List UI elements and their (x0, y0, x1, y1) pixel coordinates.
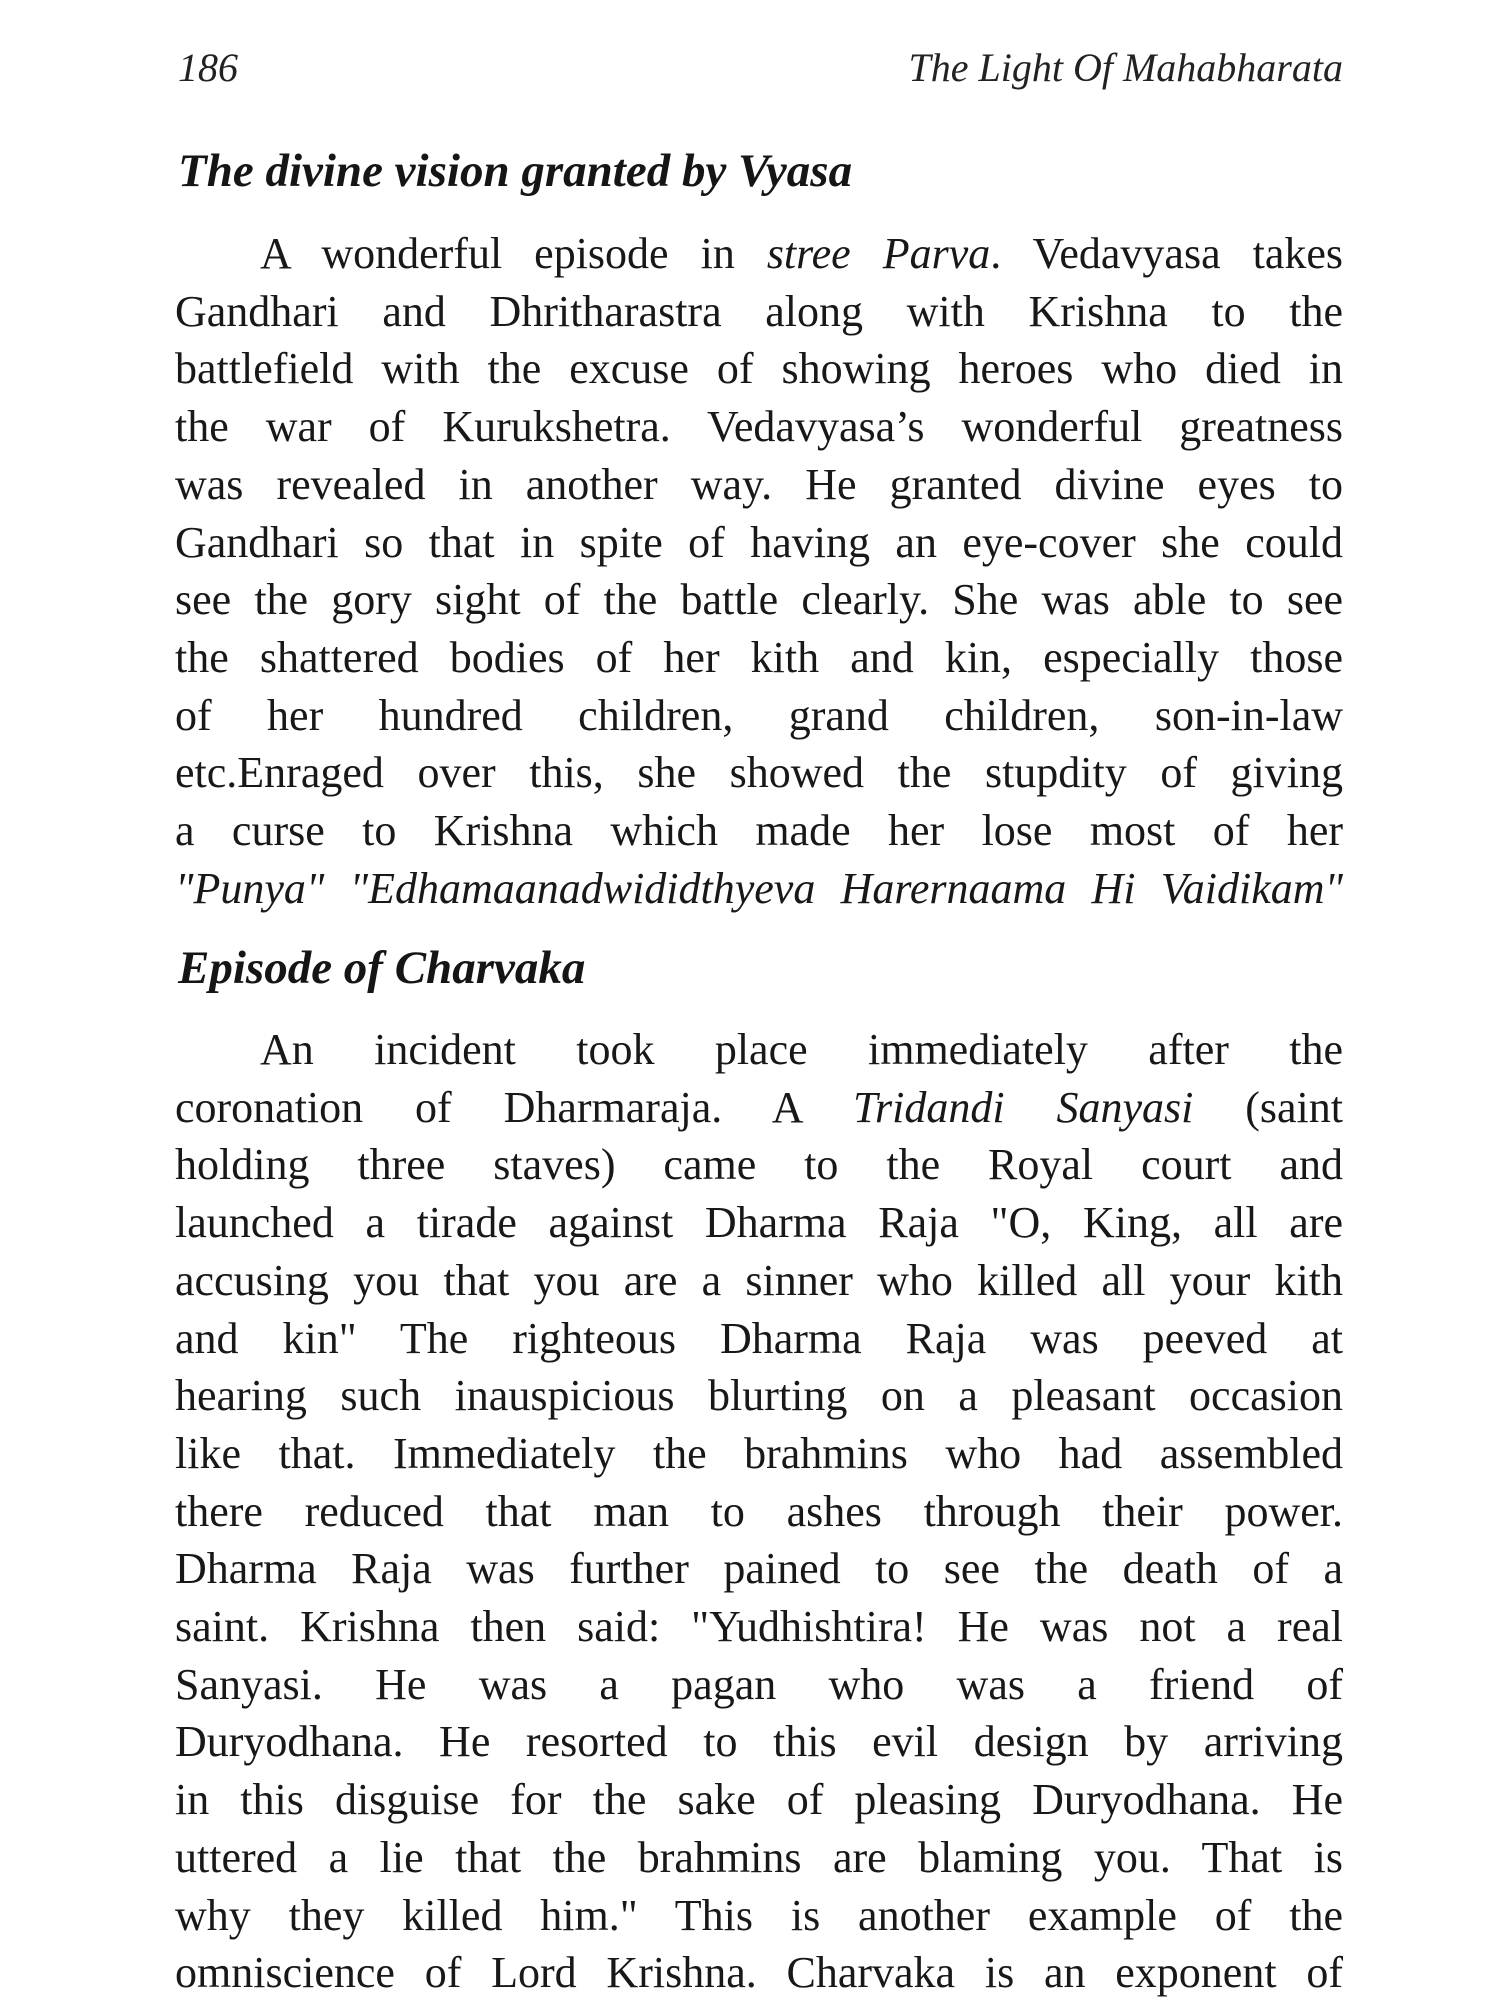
text-line (175, 1310, 1343, 1368)
text-line (175, 1829, 1343, 1887)
text-line (175, 1079, 1343, 1137)
text-run: see the gory sight of the battle clearly. She was able to see (175, 575, 1343, 625)
text-run: in this disguise for the sake of pleasing Duryodhana. He (175, 1775, 1343, 1825)
text-line (175, 629, 1343, 687)
text-run: uttered a lie that the brahmins are blaming you. That is (175, 1832, 1343, 1882)
text-run: Sanyasi. He was a pagan who was a friend of (175, 1659, 1343, 1709)
text-line (175, 1252, 1343, 1310)
text-run: . Vedavyasa takes (990, 229, 1343, 278)
text-line (175, 744, 1343, 802)
text-run: accusing you that you are a sinner who killed all your kith (175, 1255, 1343, 1305)
text-line (175, 283, 1343, 341)
text-line (175, 571, 1343, 629)
text-line (175, 1136, 1343, 1194)
italic-text: Tridandi Sanyasi (852, 1082, 1194, 1132)
text-run: omniscience of Lord Krishna. Charvaka is an exponent of (175, 1948, 1343, 1998)
text-line (175, 514, 1343, 572)
text-run: (saint (1193, 1082, 1343, 1132)
text-run: a curse to Krishna which made her lose most of her (175, 806, 1343, 856)
text-line (175, 1540, 1343, 1598)
page-number: 186 (178, 45, 238, 90)
text-line (175, 1656, 1343, 1714)
text-run: holding three staves) came to the Royal court and (175, 1140, 1343, 1190)
book-title: The Light Of Mahabharata (908, 45, 1343, 90)
text-line (175, 456, 1343, 514)
text-line (175, 687, 1343, 745)
text-line (175, 1944, 1343, 2002)
running-header (178, 44, 1343, 91)
text-run: the war of Kurukshetra. Vedavyasa’s wonderful greatness (175, 402, 1343, 452)
text-run: A wonderful episode in (260, 229, 767, 278)
text-line (175, 1713, 1343, 1771)
text-run: battlefield with the excuse of showing heroes who died in (175, 344, 1343, 394)
text-run: Dharma Raja was further pained to see the death of a (175, 1544, 1343, 1594)
paragraph-charvaka (175, 1021, 1343, 2002)
text-line (175, 1483, 1343, 1541)
text-run: Gandhari and Dhritharastra along with Krishna to the (175, 286, 1343, 336)
text-run: the shattered bodies of her kith and kin, especially those (175, 632, 1343, 682)
text-run: like that. Immediately the brahmins who had assembled (175, 1428, 1343, 1478)
paragraph-divine-vision (175, 225, 1343, 917)
text-line (175, 1598, 1343, 1656)
section-heading-divine-vision: The divine vision granted by Vyasa (178, 145, 853, 197)
italic-text: "Punya" "Edhamaanadwididthyeva Harernaama Hi Vaidikam" (175, 863, 1343, 913)
section-heading-charvaka: Episode of Charvaka (178, 942, 586, 994)
text-run: coronation of Dharmaraja. A (175, 1082, 853, 1132)
text-run: launched a tirade against Dharma Raja "O, King, all are (175, 1198, 1343, 1248)
text-line (175, 340, 1343, 398)
text-line (175, 1021, 1343, 1079)
text-run: and kin" The righteous Dharma Raja was peeved at (175, 1313, 1343, 1363)
text-line (175, 1771, 1343, 1829)
text-run: Gandhari so that in spite of having an eye-cover she could (175, 517, 1343, 567)
text-run: why they killed him." This is another example of the (175, 1890, 1343, 1940)
text-line (175, 1367, 1343, 1425)
text-run: An incident took place immediately after the (260, 1025, 1343, 1074)
text-run: was revealed in another way. He granted divine eyes to (175, 459, 1343, 509)
text-run: Duryodhana. He resorted to this evil design by arriving (175, 1717, 1343, 1767)
text-line (175, 225, 1343, 283)
text-line (175, 398, 1343, 456)
text-line (175, 1194, 1343, 1252)
text-line (175, 802, 1343, 860)
text-run: etc.Enraged over this, she showed the stupdity of giving (175, 748, 1343, 798)
text-run: hearing such inauspicious blurting on a pleasant occasion (175, 1371, 1343, 1421)
text-line (175, 1425, 1343, 1483)
text-line (175, 1887, 1343, 1945)
text-line (175, 860, 1343, 918)
italic-text: stree Parva (766, 229, 991, 278)
text-run: there reduced that man to ashes through their power. (175, 1486, 1343, 1536)
text-run: saint. Krishna then said: "Yudhishtira! He was not a real (175, 1602, 1343, 1652)
text-run: of her hundred children, grand children, son-in-law (175, 690, 1343, 740)
